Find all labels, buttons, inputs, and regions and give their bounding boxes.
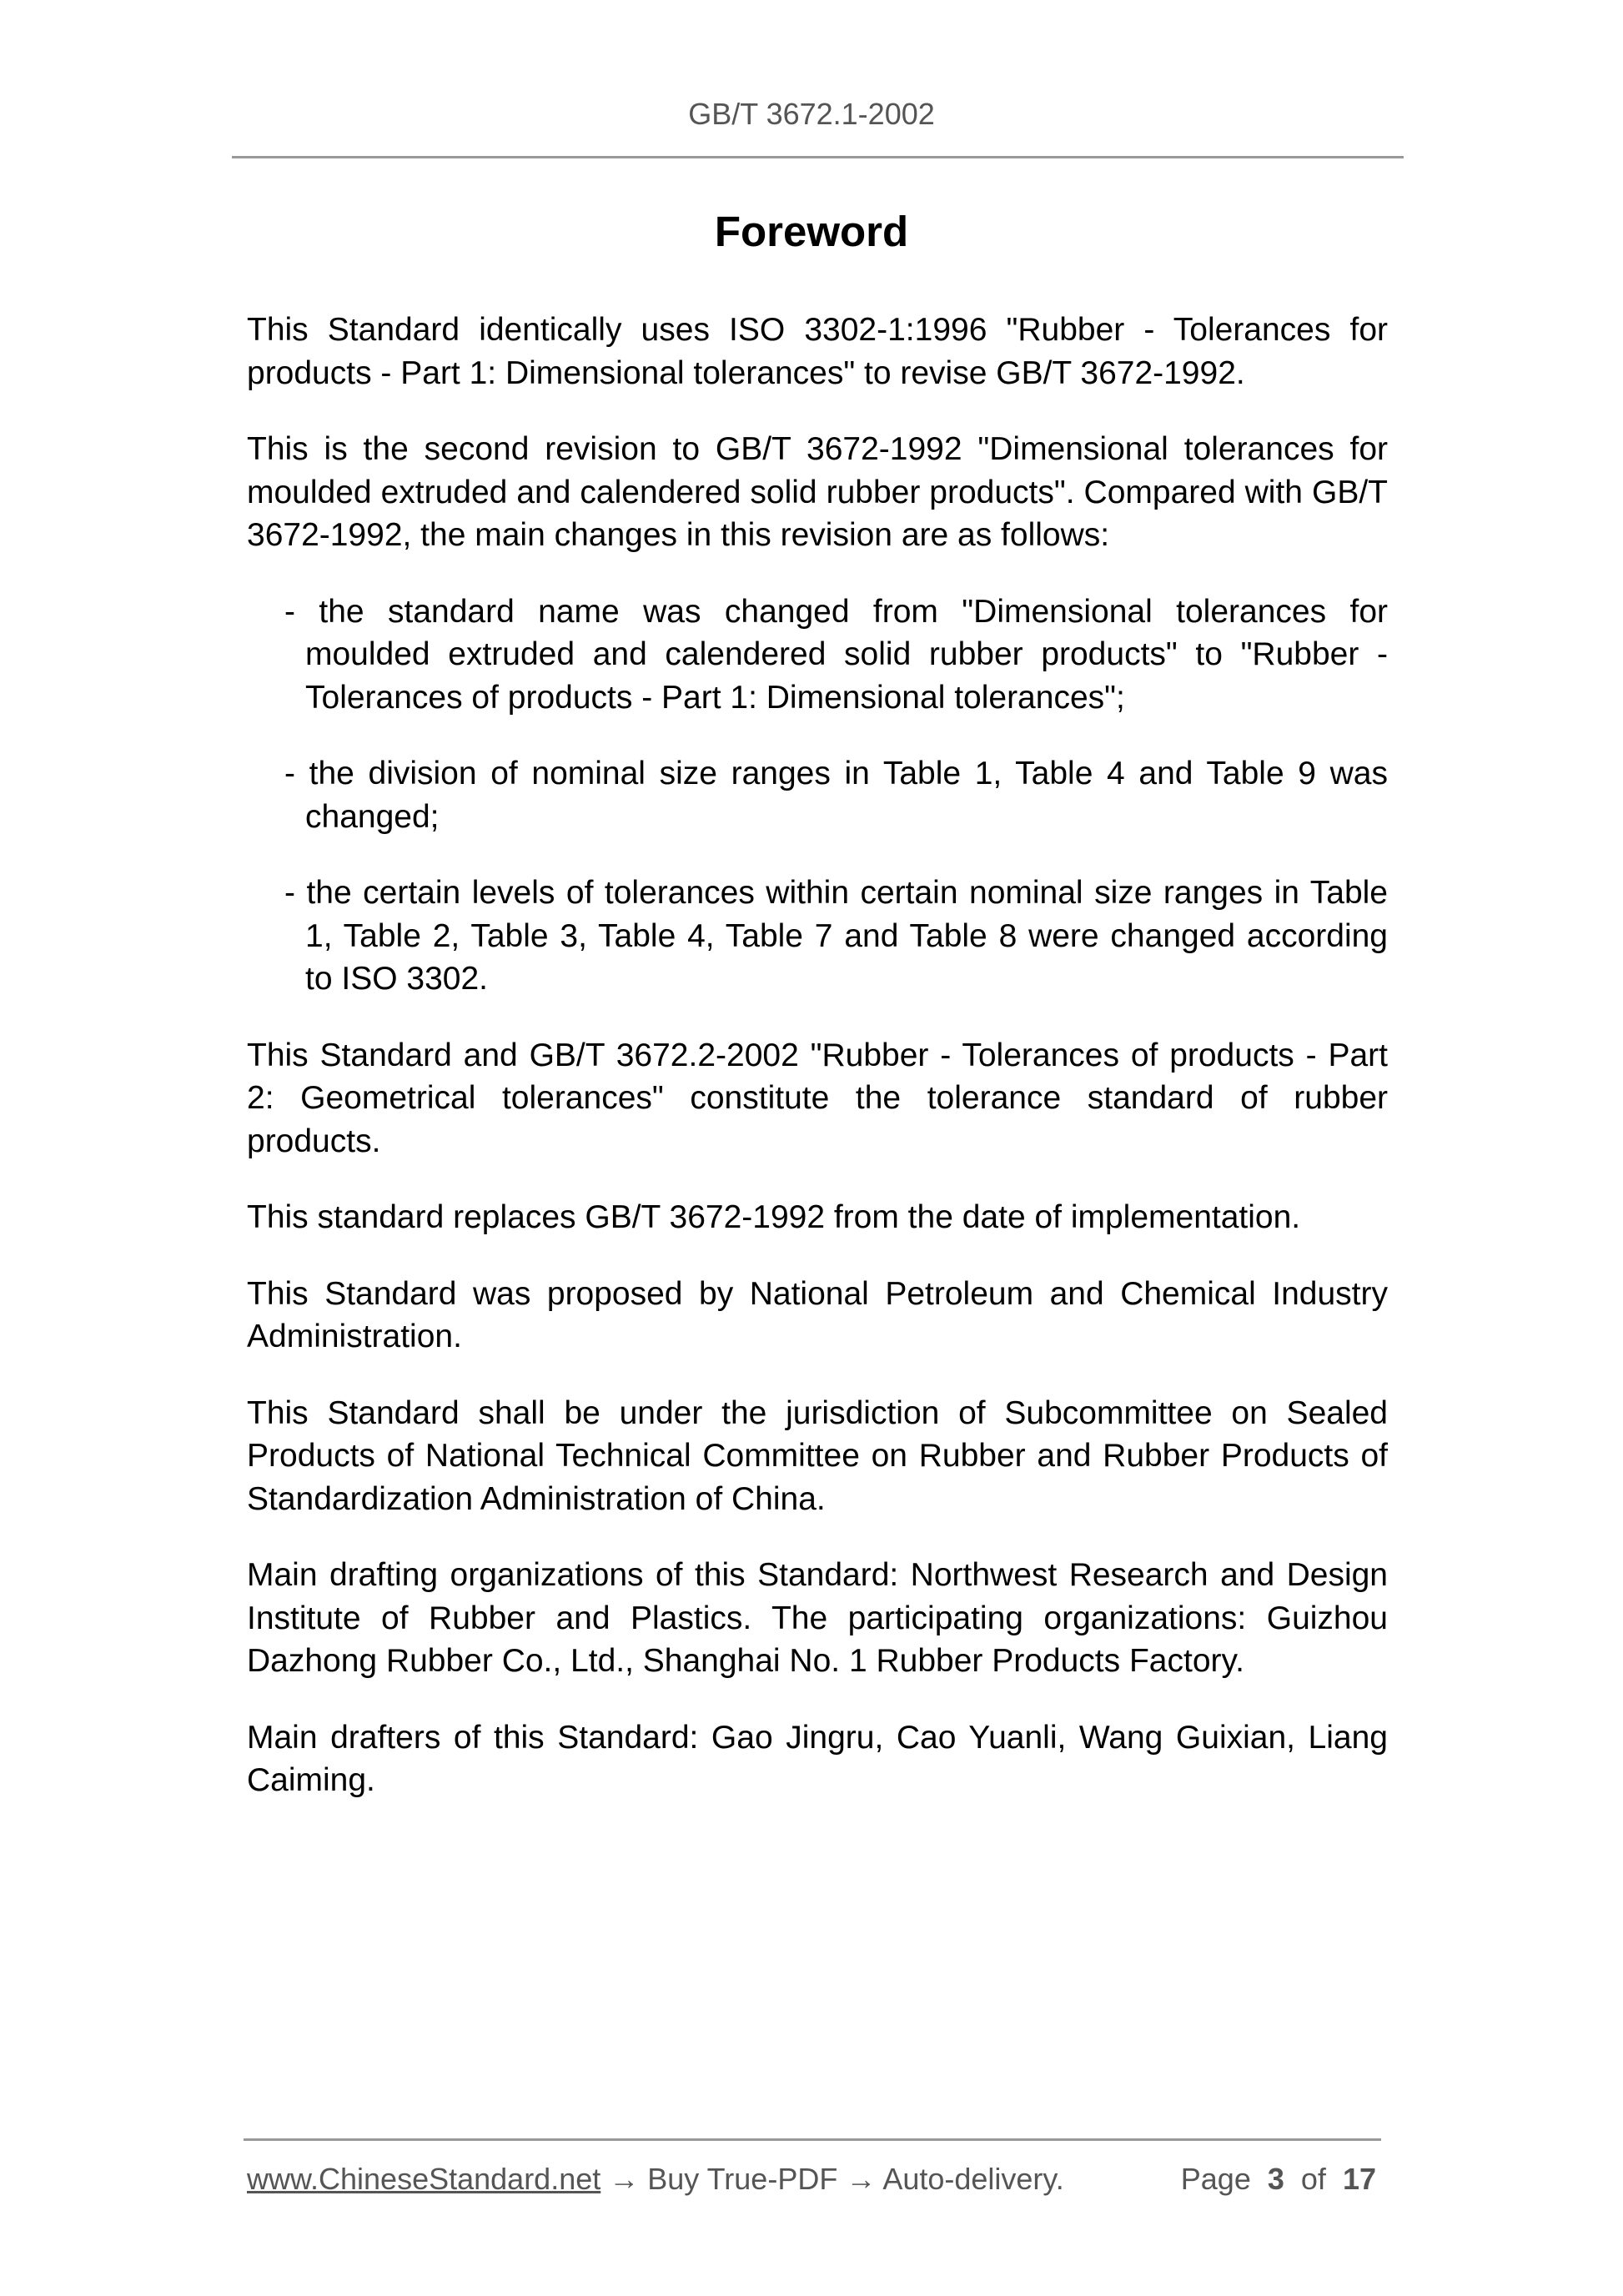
page-footer <box>247 2162 1376 2197</box>
document-code-header: GB/T 3672.1-2002 <box>688 97 935 131</box>
paragraph: Main drafting organizations of this Standard: Northwest Research and Design Institute of Rubber and Plastics. The participating organizations: Guizhou Dazhong Rubber Co., Ltd., Shanghai No. 1 Rubber Products Factory. <box>247 1557 1388 1679</box>
header-divider <box>232 156 1404 158</box>
paragraph: This standard replaces GB/T 3672-1992 from the date of implementation. <box>247 1199 1301 1235</box>
current-page: 3 <box>1267 2162 1284 2196</box>
website-link[interactable]: www.ChineseStandard.net <box>247 2162 601 2196</box>
page-number <box>1181 2162 1376 2197</box>
page-label: Page <box>1180 2162 1251 2196</box>
paragraph: Main drafters of this Standard: Gao Jingru, Cao Yuanli, Wang Guixian, Liang Caiming. <box>247 1719 1388 1798</box>
bullet-item: - the standard name was changed from "Dimensional tolerances for moulded extruded and calendered solid rubber products" to "Rubber - Tolerances of products - Part 1: Dimensional tolerances"; <box>284 593 1388 716</box>
footer-divider <box>244 2138 1381 2141</box>
page-title: Foreword <box>714 208 909 255</box>
footer-tagline: → Buy True-PDF → Auto-delivery. <box>600 2162 1064 2196</box>
paragraph: This is the second revision to GB/T 3672-1992 "Dimensional tolerances for moulded extruded and calendered solid rubber products". Compared with GB/T 3672-1992, the main changes in this revision are as follows: <box>247 431 1388 553</box>
paragraph: This Standard and GB/T 3672.2-2002 "Rubber - Tolerances of products - Part 2: Geometrical tolerances" constitute the tolerance standard of rubber products. <box>247 1037 1388 1159</box>
bullet-item: - the certain levels of tolerances within certain nominal size ranges in Table 1, Table 2, Table 3, Table 4, Table 7 and Table 8 were changed according to ISO 3302. <box>284 875 1388 997</box>
of-label: of <box>1300 2162 1326 2196</box>
total-pages: 17 <box>1342 2162 1376 2196</box>
paragraph: This Standard shall be under the jurisdiction of Subcommittee on Sealed Products of National Technical Committee on Rubber and Rubber Products of Standardization Administration of China. <box>247 1394 1388 1517</box>
bullet-item: - the division of nominal size ranges in Table 1, Table 4 and Table 9 was changed; <box>284 756 1388 835</box>
footer-promo <box>247 2162 1064 2197</box>
foreword-body <box>247 309 1388 1836</box>
paragraph: This Standard was proposed by National Petroleum and Chemical Industry Administration. <box>247 1275 1388 1354</box>
paragraph: This Standard identically uses ISO 3302-1:1996 "Rubber - Tolerances for products - Part 1: Dimensional tolerances" to revise GB/T 3672-1992. <box>247 312 1388 391</box>
